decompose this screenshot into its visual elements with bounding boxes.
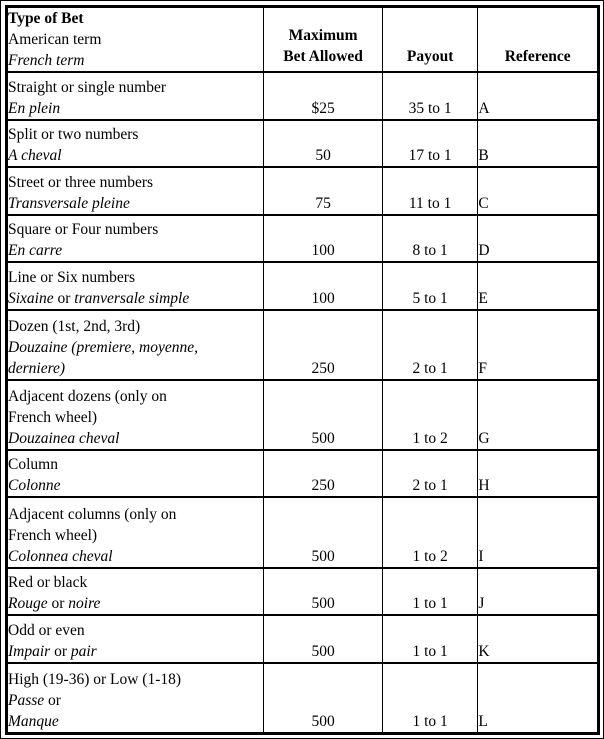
maximum-bet-value: $25	[311, 99, 335, 117]
cell-maximum-bet	[264, 72, 383, 120]
cell-payout	[382, 497, 477, 567]
payout-value: 1 to 1	[412, 713, 448, 730]
cell-reference	[478, 72, 599, 120]
table-header-row	[7, 7, 599, 73]
table-row	[7, 568, 599, 616]
payout-value: 2 to 1	[412, 477, 448, 495]
maximum-bet-value: 100	[311, 242, 335, 260]
maximum-bet-value: 500	[311, 713, 335, 730]
cell-reference	[478, 663, 599, 734]
cell-reference	[478, 262, 599, 310]
cell-payout	[382, 120, 477, 168]
header-reference-label: Reference	[504, 48, 571, 65]
bet-french-term: Colonne	[8, 477, 61, 495]
cell-reference	[478, 380, 599, 450]
cell-reference	[478, 120, 599, 168]
reference-letter: E	[478, 289, 488, 307]
table-body	[7, 72, 599, 734]
bet-american-term: Red or black	[8, 574, 88, 592]
cell-reference	[478, 497, 599, 567]
header-french-term: French term	[8, 52, 85, 69]
cell-reference	[478, 568, 599, 616]
bet-french-term-line2: Manque	[8, 713, 59, 730]
cell-payout	[382, 568, 477, 616]
cell-maximum-bet	[264, 380, 383, 450]
payout-value: 1 to 1	[412, 642, 448, 660]
header-payout-label: Payout	[406, 48, 454, 65]
table-row	[7, 310, 599, 380]
bet-french-term: Douzaine (premiere, moyenne,	[8, 338, 198, 356]
payout-value: 8 to 1	[412, 242, 448, 260]
cell-maximum-bet	[264, 262, 383, 310]
cell-reference	[478, 215, 599, 263]
bet-american-term: Straight or single number	[8, 78, 166, 96]
bet-american-term: Split or two numbers	[8, 126, 139, 144]
header-american-term: American term	[8, 31, 102, 48]
cell-payout	[382, 663, 477, 734]
payout-value: 1 to 2	[412, 429, 448, 447]
reference-letter: H	[478, 477, 490, 495]
cell-reference	[478, 167, 599, 215]
bet-french-term: Douzainea cheval	[8, 429, 120, 447]
table-row	[7, 167, 599, 215]
table-row	[7, 215, 599, 263]
payout-value: 2 to 1	[412, 359, 448, 377]
cell-maximum-bet	[264, 615, 383, 663]
reference-letter: L	[478, 713, 488, 730]
reference-letter: B	[478, 147, 489, 165]
cell-reference	[478, 450, 599, 498]
column-header-maximum-bet-allowed	[264, 7, 383, 73]
cell-type-of-bet	[7, 568, 264, 616]
payout-value: 5 to 1	[412, 289, 448, 307]
maximum-bet-value: 75	[315, 194, 331, 212]
cell-type-of-bet	[7, 497, 264, 567]
cell-maximum-bet	[264, 120, 383, 168]
roulette-bet-types-table	[5, 5, 600, 735]
reference-letter: D	[478, 242, 490, 260]
table-row	[7, 450, 599, 498]
cell-payout	[382, 167, 477, 215]
table-row	[7, 262, 599, 310]
cell-type-of-bet	[7, 215, 264, 263]
payout-value: 35 to 1	[408, 99, 452, 117]
maximum-bet-value: 500	[311, 595, 335, 613]
cell-type-of-bet	[7, 167, 264, 215]
header-maximum-bet-line1: Maximum	[288, 27, 358, 44]
bet-french-term-line2: derniere)	[8, 359, 66, 377]
bet-american-term: Square or Four numbers	[8, 221, 159, 239]
bet-american-term: Dozen (1st, 2nd, 3rd)	[8, 317, 141, 335]
cell-payout	[382, 450, 477, 498]
cell-type-of-bet	[7, 310, 264, 380]
payout-value: 17 to 1	[408, 147, 452, 165]
cell-maximum-bet	[264, 310, 383, 380]
reference-letter: C	[478, 194, 489, 212]
bet-french-term: Colonnea cheval	[8, 547, 113, 565]
cell-reference	[478, 310, 599, 380]
cell-type-of-bet	[7, 72, 264, 120]
cell-type-of-bet	[7, 615, 264, 663]
maximum-bet-value: 50	[315, 147, 331, 165]
reference-letter: K	[478, 642, 490, 660]
cell-maximum-bet	[264, 568, 383, 616]
bet-american-term: Adjacent dozens (only on	[8, 387, 167, 405]
column-header-type-of-bet	[7, 7, 264, 73]
reference-letter: J	[478, 595, 485, 613]
cell-payout	[382, 262, 477, 310]
cell-payout	[382, 615, 477, 663]
payout-value: 1 to 2	[412, 547, 448, 565]
bet-american-term-line2: French wheel)	[8, 408, 98, 426]
payout-value: 1 to 1	[412, 595, 448, 613]
maximum-bet-value: 500	[311, 642, 335, 660]
cell-type-of-bet	[7, 120, 264, 168]
cell-maximum-bet	[264, 450, 383, 498]
table-row	[7, 663, 599, 734]
column-header-payout	[382, 7, 477, 73]
header-type-of-bet-title: Type of Bet	[8, 10, 84, 27]
bet-french-term: A cheval	[8, 147, 62, 165]
cell-maximum-bet	[264, 167, 383, 215]
bet-french-term: Transversale pleine	[8, 194, 130, 212]
bet-american-term: Odd or even	[8, 621, 85, 639]
maximum-bet-value: 100	[311, 289, 335, 307]
bet-french-term: En carre	[8, 242, 63, 260]
cell-maximum-bet	[264, 215, 383, 263]
table-row	[7, 380, 599, 450]
reference-letter: A	[478, 99, 490, 117]
table-row	[7, 72, 599, 120]
maximum-bet-value: 250	[311, 359, 335, 377]
maximum-bet-value: 250	[311, 477, 335, 495]
maximum-bet-value: 500	[311, 429, 335, 447]
bet-french-term: En plein	[8, 99, 61, 117]
reference-letter: I	[478, 547, 484, 565]
cell-type-of-bet	[7, 450, 264, 498]
bet-american-term: Column	[8, 456, 58, 474]
bet-american-term: Adjacent columns (only on	[8, 505, 177, 523]
table-row	[7, 615, 599, 663]
reference-letter: G	[478, 429, 490, 447]
cell-payout	[382, 215, 477, 263]
table-row	[7, 120, 599, 168]
bet-french-term: Sixaine or tranversale simple	[8, 289, 190, 307]
cell-reference	[478, 615, 599, 663]
header-maximum-bet-line2: Bet Allowed	[283, 48, 363, 65]
cell-type-of-bet	[7, 663, 264, 734]
bet-american-term: Line or Six numbers	[8, 268, 135, 286]
payout-value: 11 to 1	[408, 194, 452, 212]
bet-american-term: High (19-36) or Low (1-18)	[8, 671, 182, 688]
cell-type-of-bet	[7, 262, 264, 310]
column-header-reference	[478, 7, 599, 73]
cell-payout	[382, 310, 477, 380]
cell-maximum-bet	[264, 663, 383, 734]
bet-french-term: Rouge or noire	[8, 595, 101, 613]
maximum-bet-value: 500	[311, 547, 335, 565]
bet-american-term: Street or three numbers	[8, 173, 154, 191]
cell-maximum-bet	[264, 497, 383, 567]
bet-american-term-line2: French wheel)	[8, 526, 98, 544]
bet-french-term: Impair or pair	[8, 642, 97, 660]
table-row	[7, 497, 599, 567]
cell-type-of-bet	[7, 380, 264, 450]
cell-payout	[382, 380, 477, 450]
bet-french-term: Passe or	[8, 692, 61, 709]
reference-letter: F	[478, 359, 487, 377]
cell-payout	[382, 72, 477, 120]
